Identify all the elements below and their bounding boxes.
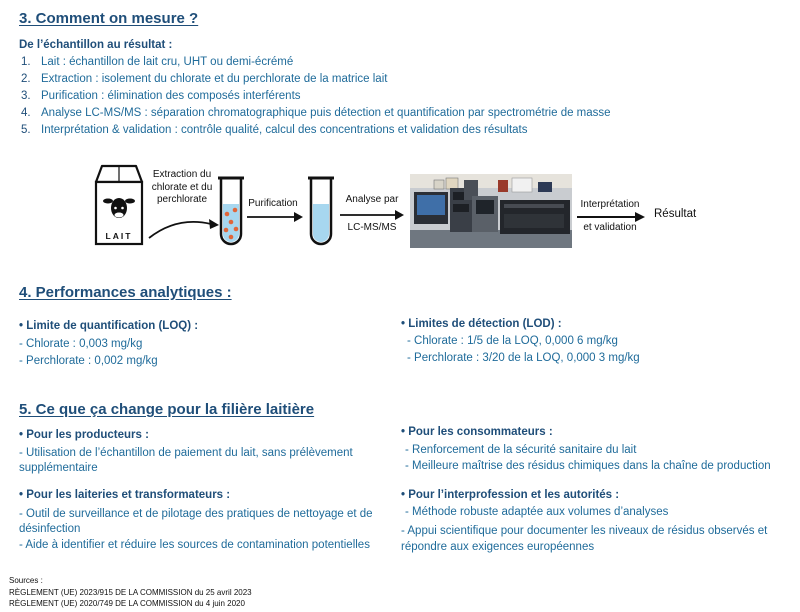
step-text: Interprétation & validation : contrôle qualité, calcul des concentrations et validation des résultats xyxy=(41,124,528,136)
interpretation-label: Interprétation xyxy=(580,199,640,210)
step-number: 2. xyxy=(21,73,31,85)
lod-item-chlorate: - Chlorate : 1/5 de la LOQ, 0,000 6 mg/kg xyxy=(407,335,618,347)
step-number: 3. xyxy=(21,90,31,102)
purification-arrow-icon xyxy=(247,212,303,222)
producteurs-item: - Utilisation de l’échantillon de paiement du lait, sans prélèvement supplémentaire xyxy=(19,447,353,474)
extraction-label: Extraction du chlorate et du perchlorate xyxy=(151,169,213,205)
section-4-title: 4. Performances analytiques : xyxy=(19,284,232,301)
step-number: 1. xyxy=(21,56,31,68)
section-5-title: 5. Ce que ça change pour la filière laitière xyxy=(19,401,315,418)
producteurs-heading: • Pour les producteurs : xyxy=(19,429,149,441)
carton-label: LAIT xyxy=(105,231,133,241)
step-text: Lait : échantillon de lait cru, UHT ou demi-écrémé xyxy=(41,56,294,68)
interpretation-arrow-icon xyxy=(577,212,645,222)
lcms-instrument-photo xyxy=(410,174,572,248)
step-5 xyxy=(21,124,527,136)
sources-heading: Sources : xyxy=(9,576,43,585)
consommateurs-heading: • Pour les consommateurs : xyxy=(401,426,553,438)
test-tube-purified-icon xyxy=(307,174,335,248)
result-label: Résultat xyxy=(654,208,697,220)
interprofession-item-methode: - Méthode robuste adaptée aux volumes d’analyses xyxy=(405,506,669,518)
laiteries-item-sources: - Aide à identifier et réduire les sources de contamination potentielles xyxy=(19,539,370,551)
process-diagram xyxy=(0,160,800,260)
consommateurs-item-residus: - Meilleure maîtrise des résidus chimiques dans la chaîne de production xyxy=(405,460,771,472)
step-4 xyxy=(21,107,611,119)
step-number: 5. xyxy=(21,124,31,136)
laiteries-item-surveillance: - Outil de surveillance et de pilotage des pratiques de nettoyage et de désinfection xyxy=(19,508,373,535)
step-1 xyxy=(21,56,293,68)
lod-heading: • Limites de détection (LOD) : xyxy=(401,318,562,330)
analyse-method-label: LC-MS/MS xyxy=(347,222,397,233)
step-3 xyxy=(21,90,301,102)
analyse-label: Analyse par xyxy=(345,194,399,205)
loq-heading: • Limite de quantification (LOQ) : xyxy=(19,320,199,332)
step-number: 4. xyxy=(21,107,31,119)
analyse-arrow-icon xyxy=(340,210,404,220)
purification-label: Purification xyxy=(248,198,298,209)
lod-item-perchlorate: - Perchlorate : 3/20 de la LOQ, 0,000 3 mg/kg xyxy=(407,352,640,364)
laiteries-heading: • Pour les laiteries et transformateurs : xyxy=(19,489,231,501)
loq-item-chlorate: - Chlorate : 0,003 mg/kg xyxy=(19,338,143,350)
step-2 xyxy=(21,73,387,85)
validation-label: et validation xyxy=(583,222,637,233)
step-text: Purification : élimination des composés interférents xyxy=(41,90,301,102)
loq-item-perchlorate: - Perchlorate : 0,002 mg/kg xyxy=(19,355,158,367)
test-tube-extraction-icon xyxy=(217,174,245,248)
source-line-1: RÈGLEMENT (UE) 2023/915 DE LA COMMISSION du 25 avril 2023 xyxy=(9,588,252,597)
section-3-title: 3. Comment on mesure ? xyxy=(19,10,199,27)
step-text: Analyse LC-MS/MS : séparation chromatographique puis détection et quantification par spectrométrie de masse xyxy=(41,107,611,119)
interprofession-heading: • Pour l’interprofession et les autorités : xyxy=(401,489,620,501)
extraction-arrow-icon xyxy=(147,208,221,244)
source-line-2: RÈGLEMENT (UE) 2020/749 DE LA COMMISSION du 4 juin 2020 xyxy=(9,599,245,608)
step-text: Extraction : isolement du chlorate et du perchlorate de la matrice lait xyxy=(41,73,388,85)
consommateurs-item-securite: - Renforcement de la sécurité sanitaire du lait xyxy=(405,444,637,456)
section-3-subtitle: De l’échantillon au résultat : xyxy=(19,39,173,51)
interprofession-item-appui: - Appui scientifique pour documenter les niveaux de résidus observés et répondre aux exigences européennes xyxy=(401,525,768,553)
